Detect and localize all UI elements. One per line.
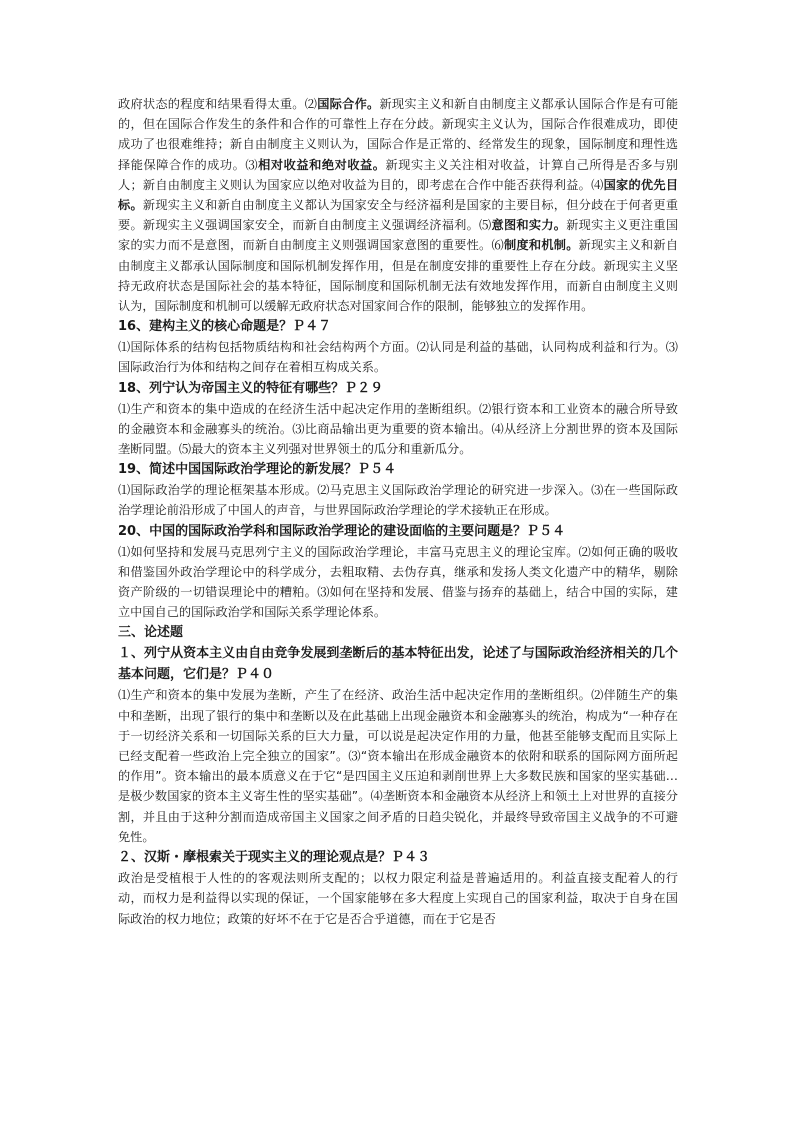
paragraph-theory-comparison bbox=[118, 94, 678, 316]
section-title: 三、论述题 bbox=[118, 625, 184, 641]
answer-text: 政治是受植根于人性的的客观法则所支配的；以权力限定利益是普遍适用的。利益直接支配着人的行动，而权力是利益得以实现的保证，一个国家能够在多大程度上实现自己的国家利益，取决于自身在国际政治的权力地位；政策的好坏不在于它是否合乎道德，而在于它是否 bbox=[118, 871, 678, 926]
question-title: 简述中国国际政治学理论的新发展？Ｐ５４ bbox=[149, 462, 397, 478]
question-number: 19、 bbox=[118, 462, 150, 478]
question-heading-18 bbox=[118, 378, 678, 399]
essay-heading-1 bbox=[118, 643, 678, 685]
question-heading-16 bbox=[118, 316, 678, 337]
answer-text: ⑴生产和资本的集中造成的在经济生活中起决定作用的垄断组织。⑵银行资本和工业资本的融合所导致的金融资本和金融寡头的统治。⑶比商品输出更为重要的资本输出。⑷从经济上分割世界的资本及国际垄断同盟。⑸最大的资本主义列强对世界领土的瓜分和重新瓜分。 bbox=[118, 401, 678, 457]
essay-answer-2 bbox=[118, 868, 678, 929]
answer-text: ⑴如何坚持和发展马克思列宁主义的国际政治学理论，丰富马克思主义的理论宝库。⑵如何正确的吸收和借鉴国外政治学理论中的科学成分，去粗取精、去伪存真，继承和发扬人类文化遗产中的精华，剔除资产阶级的一切错误理论中的糟粕。⑶如何在坚持和发展、借鉴与扬弃的基础上，结合中国的实际，建立中国自己的国际政治学和国际关系学理论体系。 bbox=[118, 544, 678, 620]
question-title: 中国的国际政治学科和国际政治学理论的建设面临的主要问题是？Ｐ５４ bbox=[149, 523, 566, 539]
question-title: 建构主义的核心命题是？Ｐ４７ bbox=[149, 319, 332, 335]
question-number: 18、 bbox=[118, 380, 150, 396]
question-heading-20 bbox=[118, 521, 678, 542]
text-run: 新现实主义关注相对收益，计算自己所得是否多与别人；新自由制度主义则认为国家应以绝对收益为目的，即考虑在合作中能否获得利益。⑷ bbox=[118, 157, 679, 192]
question-number: 16、 bbox=[118, 319, 150, 335]
text-run: 新现实主义和新自由制度主义都认为国家安全与经济福利是国家的主要目标，但分歧在于何者更重要。新现实主义强调国家安全，而新自由制度主义强调经济福利。⑸ bbox=[118, 198, 679, 233]
question-number: 20、 bbox=[118, 523, 150, 539]
text-run: 政府状态的程度和结果看得太重。⑵ bbox=[118, 97, 318, 111]
answer-text: ⑴国际体系的结构包括物质结构和社会结构两个方面。⑵认同是利益的基础，认同构成利益和行为。⑶国际政治行为体和结构之间存在着相互构成关系。 bbox=[118, 340, 678, 375]
question-number: ２、 bbox=[118, 850, 145, 866]
document-page bbox=[118, 94, 678, 929]
question-heading-19 bbox=[118, 459, 678, 480]
term-relative-absolute-gains: 相对收益和绝对收益。 bbox=[258, 157, 386, 172]
answer-19 bbox=[118, 480, 678, 520]
essay-heading-2 bbox=[118, 847, 678, 868]
text-run: 新现实主义和新自由制度主义都承认国际合作是有可能的，但在国际合作发生的条件和合作的可靠性上存在分歧。新现实主义认为，国际合作很难成功，即使成功了也很难维持；新自由制度主义则认为，国际合作是正常的、经常发生的现象，国际制度和理性选择能保障合作的成功。⑶ bbox=[118, 97, 679, 172]
question-number: １、 bbox=[118, 646, 145, 662]
term-priority-goals: 国家的优先目标。 bbox=[118, 177, 679, 213]
question-title: 汉斯・摩根索关于现实主义的理论观点是？Ｐ４３ bbox=[144, 850, 431, 866]
question-title: 列宁从资本主义由自由竞争发展到垄断后的基本特征出发，论述了与国际政治经济相关的几个基本问题，它们是？Ｐ４０ bbox=[118, 646, 678, 683]
answer-18 bbox=[118, 399, 678, 460]
answer-16 bbox=[118, 337, 678, 377]
section-heading-essay bbox=[118, 622, 678, 643]
answer-20 bbox=[118, 542, 678, 623]
text-run: 新现实主义和新自由制度主义都承认国际制度和国际机制发挥作用，但是在制度安排的重要性上存在分歧。新现实主义坚持无政府状态是国际社会的基本特征，国际制度和国际机制无法有效地发挥作用，而新自由制度主义则认为，国际制度和机制可以缓解无政府状态对国家间合作的限制，能够独立的发挥作用。 bbox=[118, 238, 679, 314]
text-run: 新现实主义更注重国家的实力而不是意图，而新自由制度主义则强调国家意图的重要性。⑹ bbox=[118, 218, 679, 253]
term-intention-capability: 意图和实力。 bbox=[491, 218, 567, 233]
essay-answer-1 bbox=[118, 685, 678, 847]
question-title: 列宁认为帝国主义的特征有哪些？Ｐ２９ bbox=[149, 380, 384, 396]
answer-text: ⑴国际政治学的理论框架基本形成。⑵马克思主义国际政治学理论的研究进一步深入。⑶在一些国际政治学理论前沿形成了中国人的声音，与世界国际政治学理论的学术接轨正在形成。 bbox=[118, 483, 678, 518]
answer-text: ⑴生产和资本的集中发展为垄断，产生了在经济、政治生活中起决定作用的垄断组织。⑵伴随生产的集中和垄断，出现了银行的集中和垄断以及在此基础上出现金融资本和金融寡头的统治，构成为“一种存在于一切经济关系和一切国际关系的巨大力量，可以说是起决定作用的力量，他甚至能够支配而且实际上已经支配着一些政治上完全独立的国家”。⑶“资本输出在形成金融资本的依附和联系的国际网方面所起的作用”。资本输出的最本质意义在于它“是四国主义压迫和剥削世界上大多数民族和国家的坚实基础…是极少数国家的资本主义寄生性的坚实基础”。⑷垄断资本和金融资本从经济上和领土上对世界的直接分割，并且由于这种分割而造成帝国主义国家之间矛盾的日趋尖锐化，并最终导致帝国主义战争的不可避免性。 bbox=[118, 688, 678, 844]
term-international-cooperation: 国际合作。 bbox=[317, 97, 380, 111]
term-institutions-regimes: 制度和机制。 bbox=[503, 238, 579, 253]
